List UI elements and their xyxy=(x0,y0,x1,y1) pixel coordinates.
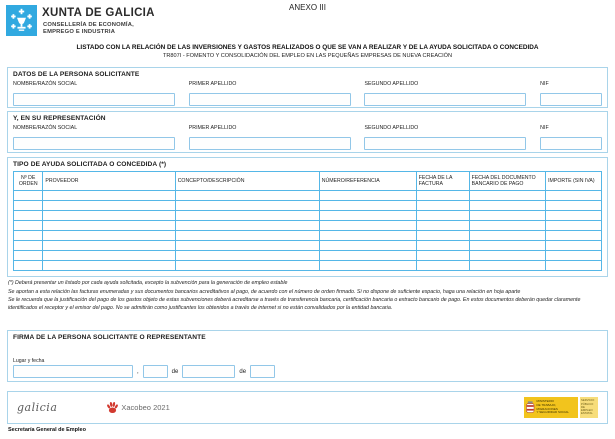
table-cell[interactable] xyxy=(319,261,416,271)
table-cell[interactable] xyxy=(416,261,469,271)
de-connector-2: de xyxy=(239,368,247,375)
table-cell[interactable] xyxy=(175,201,319,211)
table-cell[interactable] xyxy=(546,211,602,221)
lugar-y-fecha-label: Lugar y fecha xyxy=(13,358,45,364)
table-cell[interactable] xyxy=(546,241,602,251)
col-header-proveedor: PROVEEDOR xyxy=(43,172,175,191)
table-cell[interactable] xyxy=(319,191,416,201)
table-cell[interactable] xyxy=(14,261,43,271)
table-cell[interactable] xyxy=(416,251,469,261)
representative-segundo-apellido-input[interactable] xyxy=(364,137,526,150)
org-name: XUNTA DE GALICIA xyxy=(42,7,155,19)
sepe-line2: DE EMPLEO ESTATAL xyxy=(581,404,593,416)
table-cell[interactable] xyxy=(43,191,175,201)
table-cell[interactable] xyxy=(319,211,416,221)
section-applicant-data xyxy=(7,67,608,108)
table-row xyxy=(14,201,602,211)
table-cell[interactable] xyxy=(175,241,319,251)
section-title: TIPO DE AYUDA SOLICITADA O CONCEDIDA (*) xyxy=(13,161,167,168)
table-cell[interactable] xyxy=(175,261,319,271)
department-line2: EMPREGO E INDUSTRIA xyxy=(43,29,116,35)
representative-primer-apellido-input[interactable] xyxy=(189,137,351,150)
applicant-primer-apellido-input[interactable] xyxy=(189,93,351,106)
ministry-name xyxy=(537,400,577,414)
section-signature xyxy=(7,330,608,382)
table-cell[interactable] xyxy=(14,221,43,231)
secretaria-general-label: Secretaría General de Empleo xyxy=(8,427,86,433)
sepe-line1: SERVICIO PÚBLICO xyxy=(581,398,595,406)
table-row xyxy=(14,251,602,261)
table-cell[interactable] xyxy=(43,201,175,211)
table-cell[interactable] xyxy=(175,211,319,221)
table-cell[interactable] xyxy=(43,211,175,221)
document-title: LISTADO CON LA RELACIÓN DE LAS INVERSIONES Y GASTOS REALIZADOS O QUE SE VAN A REALIZAR Y DE LA AYUDA SOLICITADA O CONCEDIDA xyxy=(76,44,539,51)
table-cell[interactable] xyxy=(43,231,175,241)
table-cell[interactable] xyxy=(546,251,602,261)
table-cell[interactable] xyxy=(14,231,43,241)
col-header-importe: IMPORTE (SIN IVA) xyxy=(546,172,602,191)
table-cell[interactable] xyxy=(416,241,469,251)
table-cell[interactable] xyxy=(546,261,602,271)
table-cell[interactable] xyxy=(469,221,545,231)
section-representative-data xyxy=(7,111,608,153)
table-cell[interactable] xyxy=(319,201,416,211)
expenses-table xyxy=(13,171,602,271)
table-cell[interactable] xyxy=(546,201,602,211)
table-cell[interactable] xyxy=(43,251,175,261)
note-justificacion: Se le recuerda que la justificación del pago de los gastos objeto de estas subvenciones deberá acreditarse a través de transferencia bancaria, certificación bancaria o extracto bancario de pago. En estos documentos deberán quedar claramente identificados el receptor y el emisor del pago. No se admitirán como justificantes los obtenidos a través de internet si no están convalidados por la entidad bancaria. xyxy=(8,297,581,311)
table-cell[interactable] xyxy=(319,221,416,231)
col-header-num-orden: Nº DE ORDEN xyxy=(14,172,43,191)
ministry-yellow-box xyxy=(524,397,578,418)
signature-day-input[interactable] xyxy=(143,365,168,378)
field-label-segundo-apellido: SEGUNDO APELLIDO xyxy=(364,81,419,87)
table-cell[interactable] xyxy=(469,231,545,241)
table-cell[interactable] xyxy=(416,231,469,241)
de-connector-1: de xyxy=(171,368,179,375)
table-cell[interactable] xyxy=(14,211,43,221)
table-cell[interactable] xyxy=(175,221,319,231)
table-row xyxy=(14,241,602,251)
section-title: FIRMA DE LA PERSONA SOLICITANTE O REPRESENTANTE xyxy=(13,334,206,341)
field-label-primer-apellido: PRIMER APELLIDO xyxy=(188,125,237,131)
table-cell[interactable] xyxy=(43,221,175,231)
col-header-numero-referencia: NÚMERO/REFERENCIA xyxy=(319,172,416,191)
table-cell[interactable] xyxy=(416,191,469,201)
table-cell[interactable] xyxy=(416,221,469,231)
table-cell[interactable] xyxy=(319,241,416,251)
table-cell[interactable] xyxy=(175,251,319,261)
table-cell[interactable] xyxy=(469,241,545,251)
table-cell[interactable] xyxy=(14,201,43,211)
col-header-fecha-doc-bancario: FECHA DEL DOCUMENTO BANCARIO DE PAGO xyxy=(469,172,545,191)
table-cell[interactable] xyxy=(43,261,175,271)
table-cell[interactable] xyxy=(469,201,545,211)
table-cell[interactable] xyxy=(469,251,545,261)
document-subtitle: TR807I - FOMENTO Y CONSOLIDACIÓN DEL EMPLEO EN LAS PEQUEÑAS EMPRESAS DE NUEVA CREACIÓN xyxy=(162,53,453,59)
table-cell[interactable] xyxy=(416,201,469,211)
comma-separator: , xyxy=(137,368,139,375)
col-header-fecha-factura: FECHA DE LA FACTURA xyxy=(416,172,469,191)
table-cell[interactable] xyxy=(14,191,43,201)
table-cell[interactable] xyxy=(175,231,319,241)
applicant-segundo-apellido-input[interactable] xyxy=(364,93,526,106)
table-row xyxy=(14,261,602,271)
note-asterisk: (*) Deberá presentar un listado por cada ayuda solicitada, excepto la subvención para la generación de empleo estable xyxy=(8,280,288,286)
galicia-logo: galicia xyxy=(17,401,58,414)
ministry-line2: DE TRABAJO, MIGRACIONES xyxy=(536,402,558,411)
table-row xyxy=(14,231,602,241)
ministry-logo xyxy=(524,397,598,418)
table-cell[interactable] xyxy=(469,191,545,201)
field-label-nif: NIF xyxy=(540,125,549,131)
table-header-row xyxy=(14,172,602,191)
department-line1: CONSELLERÍA DE ECONOMÍA, xyxy=(43,22,134,28)
footer-logos-bar xyxy=(7,391,608,424)
table-row xyxy=(14,191,602,201)
aid-table-body xyxy=(14,191,602,271)
table-row xyxy=(14,211,602,221)
field-label-segundo-apellido: SEGUNDO APELLIDO xyxy=(364,125,419,131)
signature-month-input[interactable] xyxy=(182,365,235,378)
table-cell[interactable] xyxy=(14,241,43,251)
representative-nombre-input[interactable] xyxy=(13,137,175,150)
section-title: DATOS DE LA PERSONA SOLICITANTE xyxy=(13,71,140,78)
table-cell[interactable] xyxy=(43,241,175,251)
field-label-nombre: NOMBRE/RAZÓN SOCIAL xyxy=(13,81,78,87)
table-cell[interactable] xyxy=(319,251,416,261)
table-cell[interactable] xyxy=(14,251,43,261)
table-cell[interactable] xyxy=(546,191,602,201)
anexo-label: ANEXO III xyxy=(289,3,326,12)
table-cell[interactable] xyxy=(546,231,602,241)
col-header-concepto: CONCEPTO/DESCRIPCIÓN xyxy=(175,172,319,191)
applicant-nif-input[interactable] xyxy=(540,93,602,106)
table-cell[interactable] xyxy=(319,231,416,241)
xacobeo-logo xyxy=(107,401,169,414)
ministry-line1: MINISTERIO xyxy=(536,399,555,404)
table-cell[interactable] xyxy=(469,261,545,271)
table-cell[interactable] xyxy=(175,191,319,201)
ministry-line3: Y SEGURIDAD SOCIAL xyxy=(536,410,569,415)
xacobeo-shell-icon xyxy=(107,401,118,414)
signature-place-input[interactable] xyxy=(13,365,133,378)
field-label-primer-apellido: PRIMER APELLIDO xyxy=(188,81,237,87)
section-aid-type xyxy=(7,157,608,277)
legal-notes xyxy=(8,280,607,313)
field-label-nombre: NOMBRE/RAZÓN SOCIAL xyxy=(13,125,78,131)
department-name xyxy=(43,22,134,36)
field-label-nif: NIF xyxy=(540,81,549,87)
sepe-box xyxy=(580,397,598,418)
signature-year-input[interactable] xyxy=(250,365,275,378)
spain-coat-of-arms-icon xyxy=(526,401,535,414)
table-cell[interactable] xyxy=(546,221,602,231)
xacobeo-label: Xacobeo 2021 xyxy=(121,403,170,412)
representative-nif-input[interactable] xyxy=(540,137,602,150)
table-cell[interactable] xyxy=(416,211,469,221)
table-row xyxy=(14,221,602,231)
note-facturas: Se aportan a esta relación las facturas enumeradas y sus documentos bancarios acreditativos al pago, de acuerdo con el número de orden firmado. Si no dispone de suficiente espacio, haga una relación en hoja aparte xyxy=(8,288,521,295)
table-cell[interactable] xyxy=(469,211,545,221)
section-title: Y, EN SU REPRESENTACIÓN xyxy=(13,115,106,122)
applicant-nombre-input[interactable] xyxy=(13,93,175,106)
